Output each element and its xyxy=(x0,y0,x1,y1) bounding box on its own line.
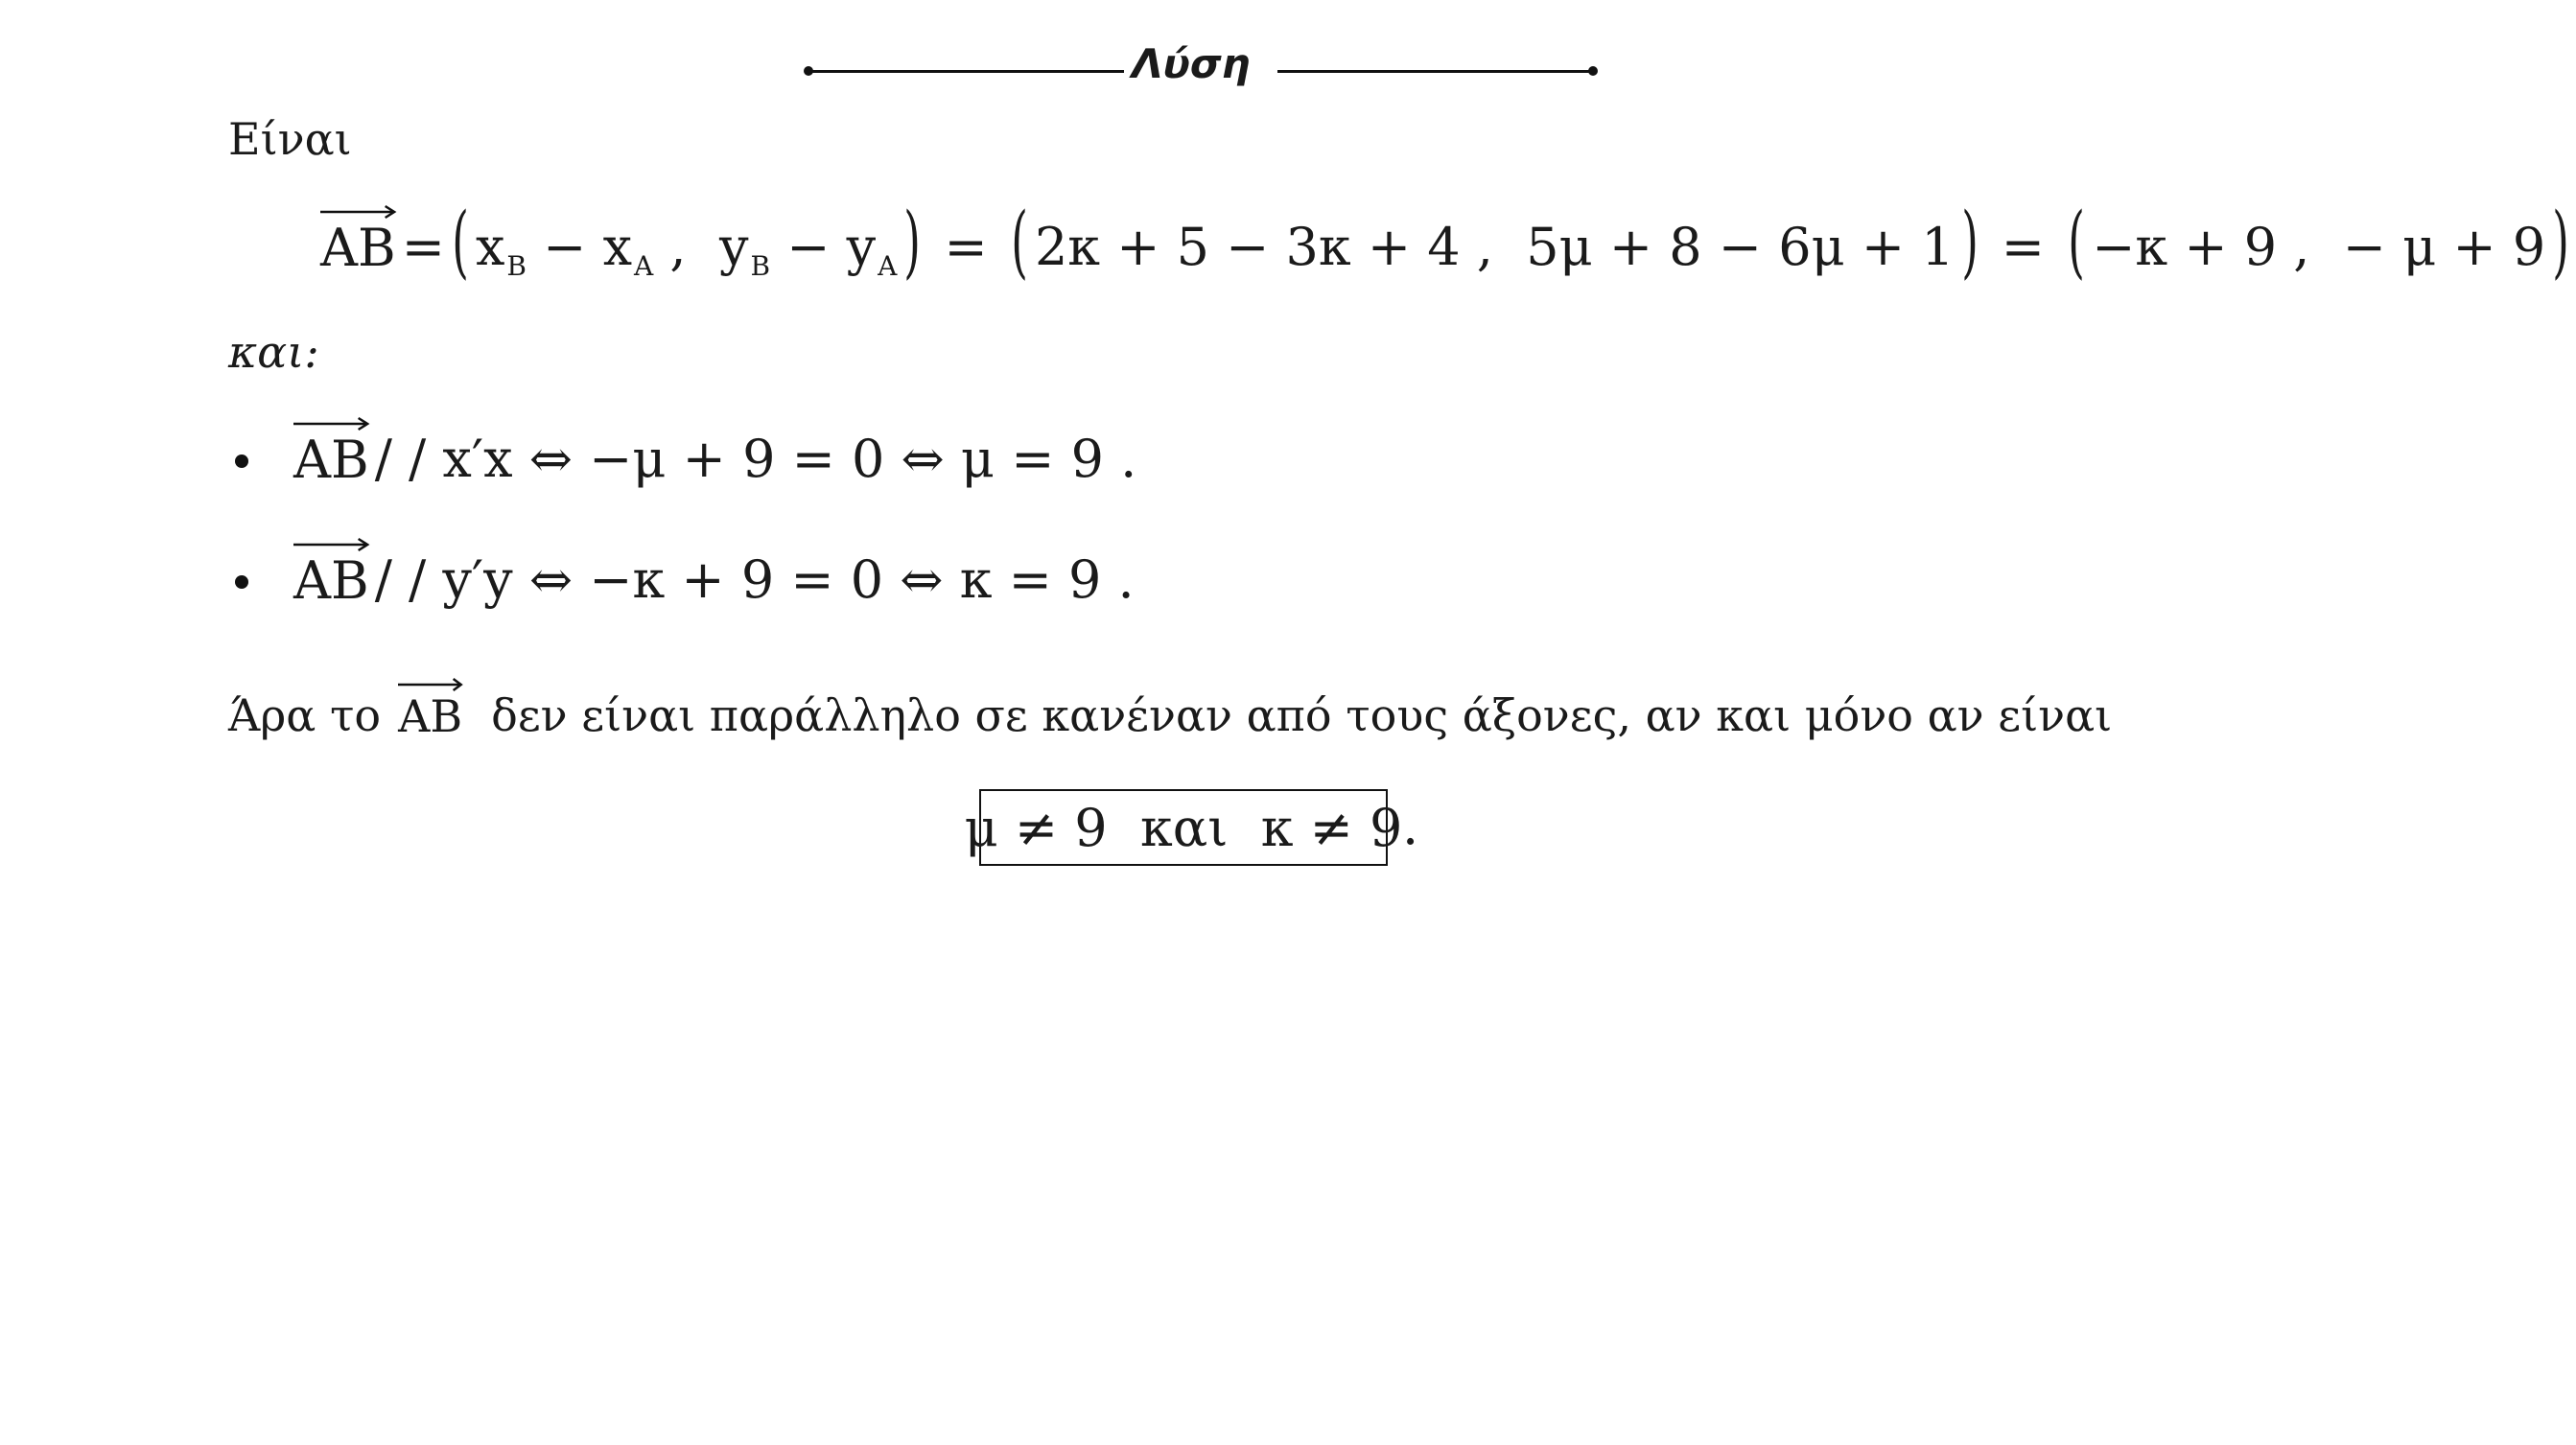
comma-1: , xyxy=(653,216,719,277)
vector-arrow xyxy=(293,537,369,552)
heading-right-dot xyxy=(1588,66,1598,76)
final-period: . xyxy=(1402,796,1419,856)
boxed-answer xyxy=(964,789,1403,866)
eq-sign-2: = xyxy=(927,216,1004,277)
minus-1: − xyxy=(526,216,603,277)
sub-a: A xyxy=(634,249,654,282)
conclusion-line xyxy=(228,688,2112,742)
vector-ab xyxy=(293,548,369,611)
sub-b-2: B xyxy=(750,249,771,282)
vector-label: AB xyxy=(398,690,463,742)
kai-text: και: xyxy=(228,326,319,378)
minus-2: − xyxy=(770,216,847,277)
vector-ab xyxy=(320,216,396,278)
sub-a-2: A xyxy=(878,249,898,282)
left-paren-3: ( xyxy=(2068,197,2085,288)
vector-ab xyxy=(293,428,369,490)
bullet-dot-1 xyxy=(235,454,248,468)
x-a: x xyxy=(602,216,633,277)
boxed-answer-text: μ ≠ 9 και κ ≠ 9 xyxy=(964,797,1403,858)
bullet-item-1 xyxy=(293,428,1136,490)
y-b: y xyxy=(718,216,749,277)
sub-b: B xyxy=(506,249,527,282)
vector-label: AB xyxy=(320,217,396,278)
bullet-item-2 xyxy=(293,548,1135,611)
intro-text: Είναι xyxy=(228,113,352,165)
y-a: y xyxy=(846,216,877,277)
vector-label: AB xyxy=(293,550,369,611)
left-paren-1: ( xyxy=(452,197,469,288)
conclusion-before: Άρα το xyxy=(228,689,382,741)
heading-right-line xyxy=(1277,70,1594,73)
bullet-1-text: / / x′x ⇔ −μ + 9 = 0 ⇔ μ = 9 . xyxy=(374,429,1137,489)
bullet-2-text: / / y′y ⇔ −κ + 9 = 0 ⇔ κ = 9 . xyxy=(374,549,1135,610)
x-b: x xyxy=(475,216,505,277)
eq-sign-1: = xyxy=(401,216,445,277)
vector-label: AB xyxy=(293,430,369,490)
right-paren-2: ) xyxy=(1960,197,1979,288)
heading-left-line xyxy=(808,70,1124,73)
vector-ab xyxy=(398,688,462,742)
expanded-expression: 2κ + 5 − 3κ + 4 , 5μ + 8 − 6μ + 1 xyxy=(1034,216,1955,277)
eq-sign-3: = xyxy=(1984,216,2062,277)
vector-arrow xyxy=(293,416,369,431)
right-paren-3: ) xyxy=(2552,197,2570,288)
section-heading: Λύση xyxy=(1132,40,1251,87)
vector-arrow xyxy=(320,204,396,220)
conclusion-after: δεν είναι παράλληλο σε κανέναν από τους άξονες, αν και μόνο αν είναι xyxy=(491,689,2113,741)
right-paren-1: ) xyxy=(903,197,922,288)
result-expression: −κ + 9 , − μ + 9 xyxy=(2092,216,2546,277)
left-paren-2: ( xyxy=(1011,197,1028,288)
vector-equation xyxy=(320,197,2576,288)
bullet-dot-2 xyxy=(235,575,248,589)
vector-arrow xyxy=(398,677,462,692)
